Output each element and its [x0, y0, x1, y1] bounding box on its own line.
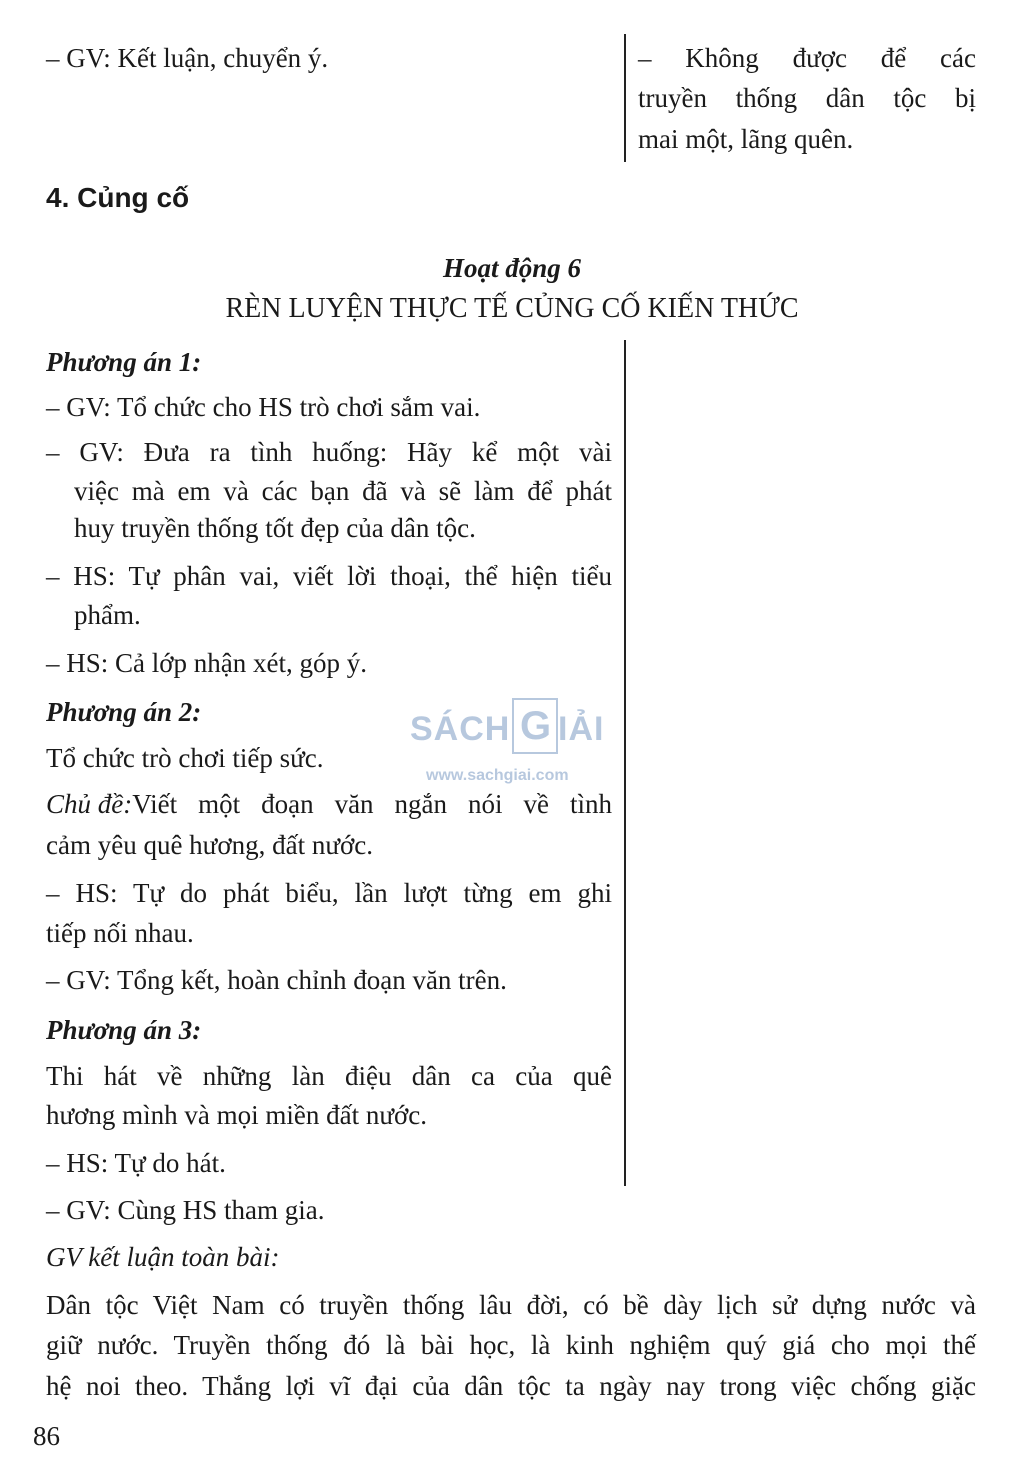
- plan3-title: Phương án 3:: [46, 1015, 202, 1045]
- plan1-line2b: việc mà em và các bạn đã và sẽ làm để phát: [74, 476, 612, 506]
- plan2-line3b: tiếp nối nhau.: [46, 918, 194, 948]
- plan2-topic-label: Chủ đề:: [46, 789, 133, 819]
- plan2-line3a: – HS: Tự do phát biểu, lần lượt từng em ghi: [46, 878, 612, 908]
- watermark-url: www.sachgiai.com: [426, 767, 569, 784]
- plan2-topic-b: cảm yêu quê hương, đất nước.: [46, 830, 373, 860]
- top-right-line-1: – Không được để các: [638, 43, 976, 73]
- top-left-line: – GV: Kết luận, chuyển ý.: [46, 43, 329, 73]
- plan1-line2c: huy truyền thống tốt đẹp của dân tộc.: [74, 513, 476, 543]
- plan1-line1: – GV: Tổ chức cho HS trò chơi sắm vai.: [46, 392, 481, 422]
- plan1-line3b: phẩm.: [74, 600, 141, 630]
- plan1-line4: – HS: Cả lớp nhận xét, góp ý.: [46, 648, 368, 678]
- conclusion-line1: Dân tộc Việt Nam có truyền thống lâu đời, có bề dày lịch sử dựng nước và: [46, 1290, 976, 1320]
- conclusion-line3: hệ noi theo. Thắng lợi vĩ đại của dân tộc ta ngày nay trong việc chống giặc: [46, 1371, 976, 1401]
- plan3-line1a: Thi hát về những làn điệu dân ca của quê: [46, 1061, 612, 1091]
- top-right-line-3: mai một, lãng quên.: [638, 124, 854, 154]
- plan2-topic-a: Viết một đoạn văn ngắn nói về tình: [132, 789, 612, 819]
- plan2-line4: – GV: Tổng kết, hoàn chỉnh đoạn văn trên.: [46, 965, 507, 995]
- table-divider-top: [624, 34, 626, 162]
- plan3-line1b: hương mình và mọi miền đất nước.: [46, 1100, 428, 1130]
- watermark-brand-left: SÁCH: [410, 710, 511, 748]
- activity-subheading: RÈN LUYỆN THỰC TẾ CỦNG CỐ KIẾN THỨC: [225, 293, 799, 324]
- plan2-title: Phương án 2:: [46, 697, 202, 727]
- plan2-topic-row: [46, 784, 612, 824]
- plan3-line3: – GV: Cùng HS tham gia.: [46, 1195, 325, 1225]
- page-number: 86: [33, 1421, 60, 1451]
- top-right-line-2: truyền thống dân tộc bị: [638, 83, 976, 113]
- watermark-logo: [410, 698, 620, 758]
- conclusion-line2: giữ nước. Truyền thống đó là bài học, là kinh nghiệm quý giá cho mọi thế: [46, 1330, 976, 1360]
- conclusion-label: GV kết luận toàn bài:: [46, 1242, 280, 1272]
- plan1-line2a: – GV: Đưa ra tình huống: Hãy kể một vài: [46, 437, 612, 467]
- plan2-line1: Tổ chức trò chơi tiếp sức.: [46, 743, 324, 773]
- watermark-brand-g: G: [520, 704, 552, 748]
- watermark-brand-right: IẢI: [558, 710, 605, 748]
- plan3-line2: – HS: Tự do hát.: [46, 1148, 226, 1178]
- table-divider-main: [624, 340, 626, 1186]
- plan1-title: Phương án 1:: [46, 347, 202, 377]
- activity-heading: Hoạt động 6: [442, 253, 582, 283]
- section-title: 4. Củng cố: [46, 182, 190, 213]
- plan1-line3a: – HS: Tự phân vai, viết lời thoại, thể hiện tiểu: [46, 561, 612, 591]
